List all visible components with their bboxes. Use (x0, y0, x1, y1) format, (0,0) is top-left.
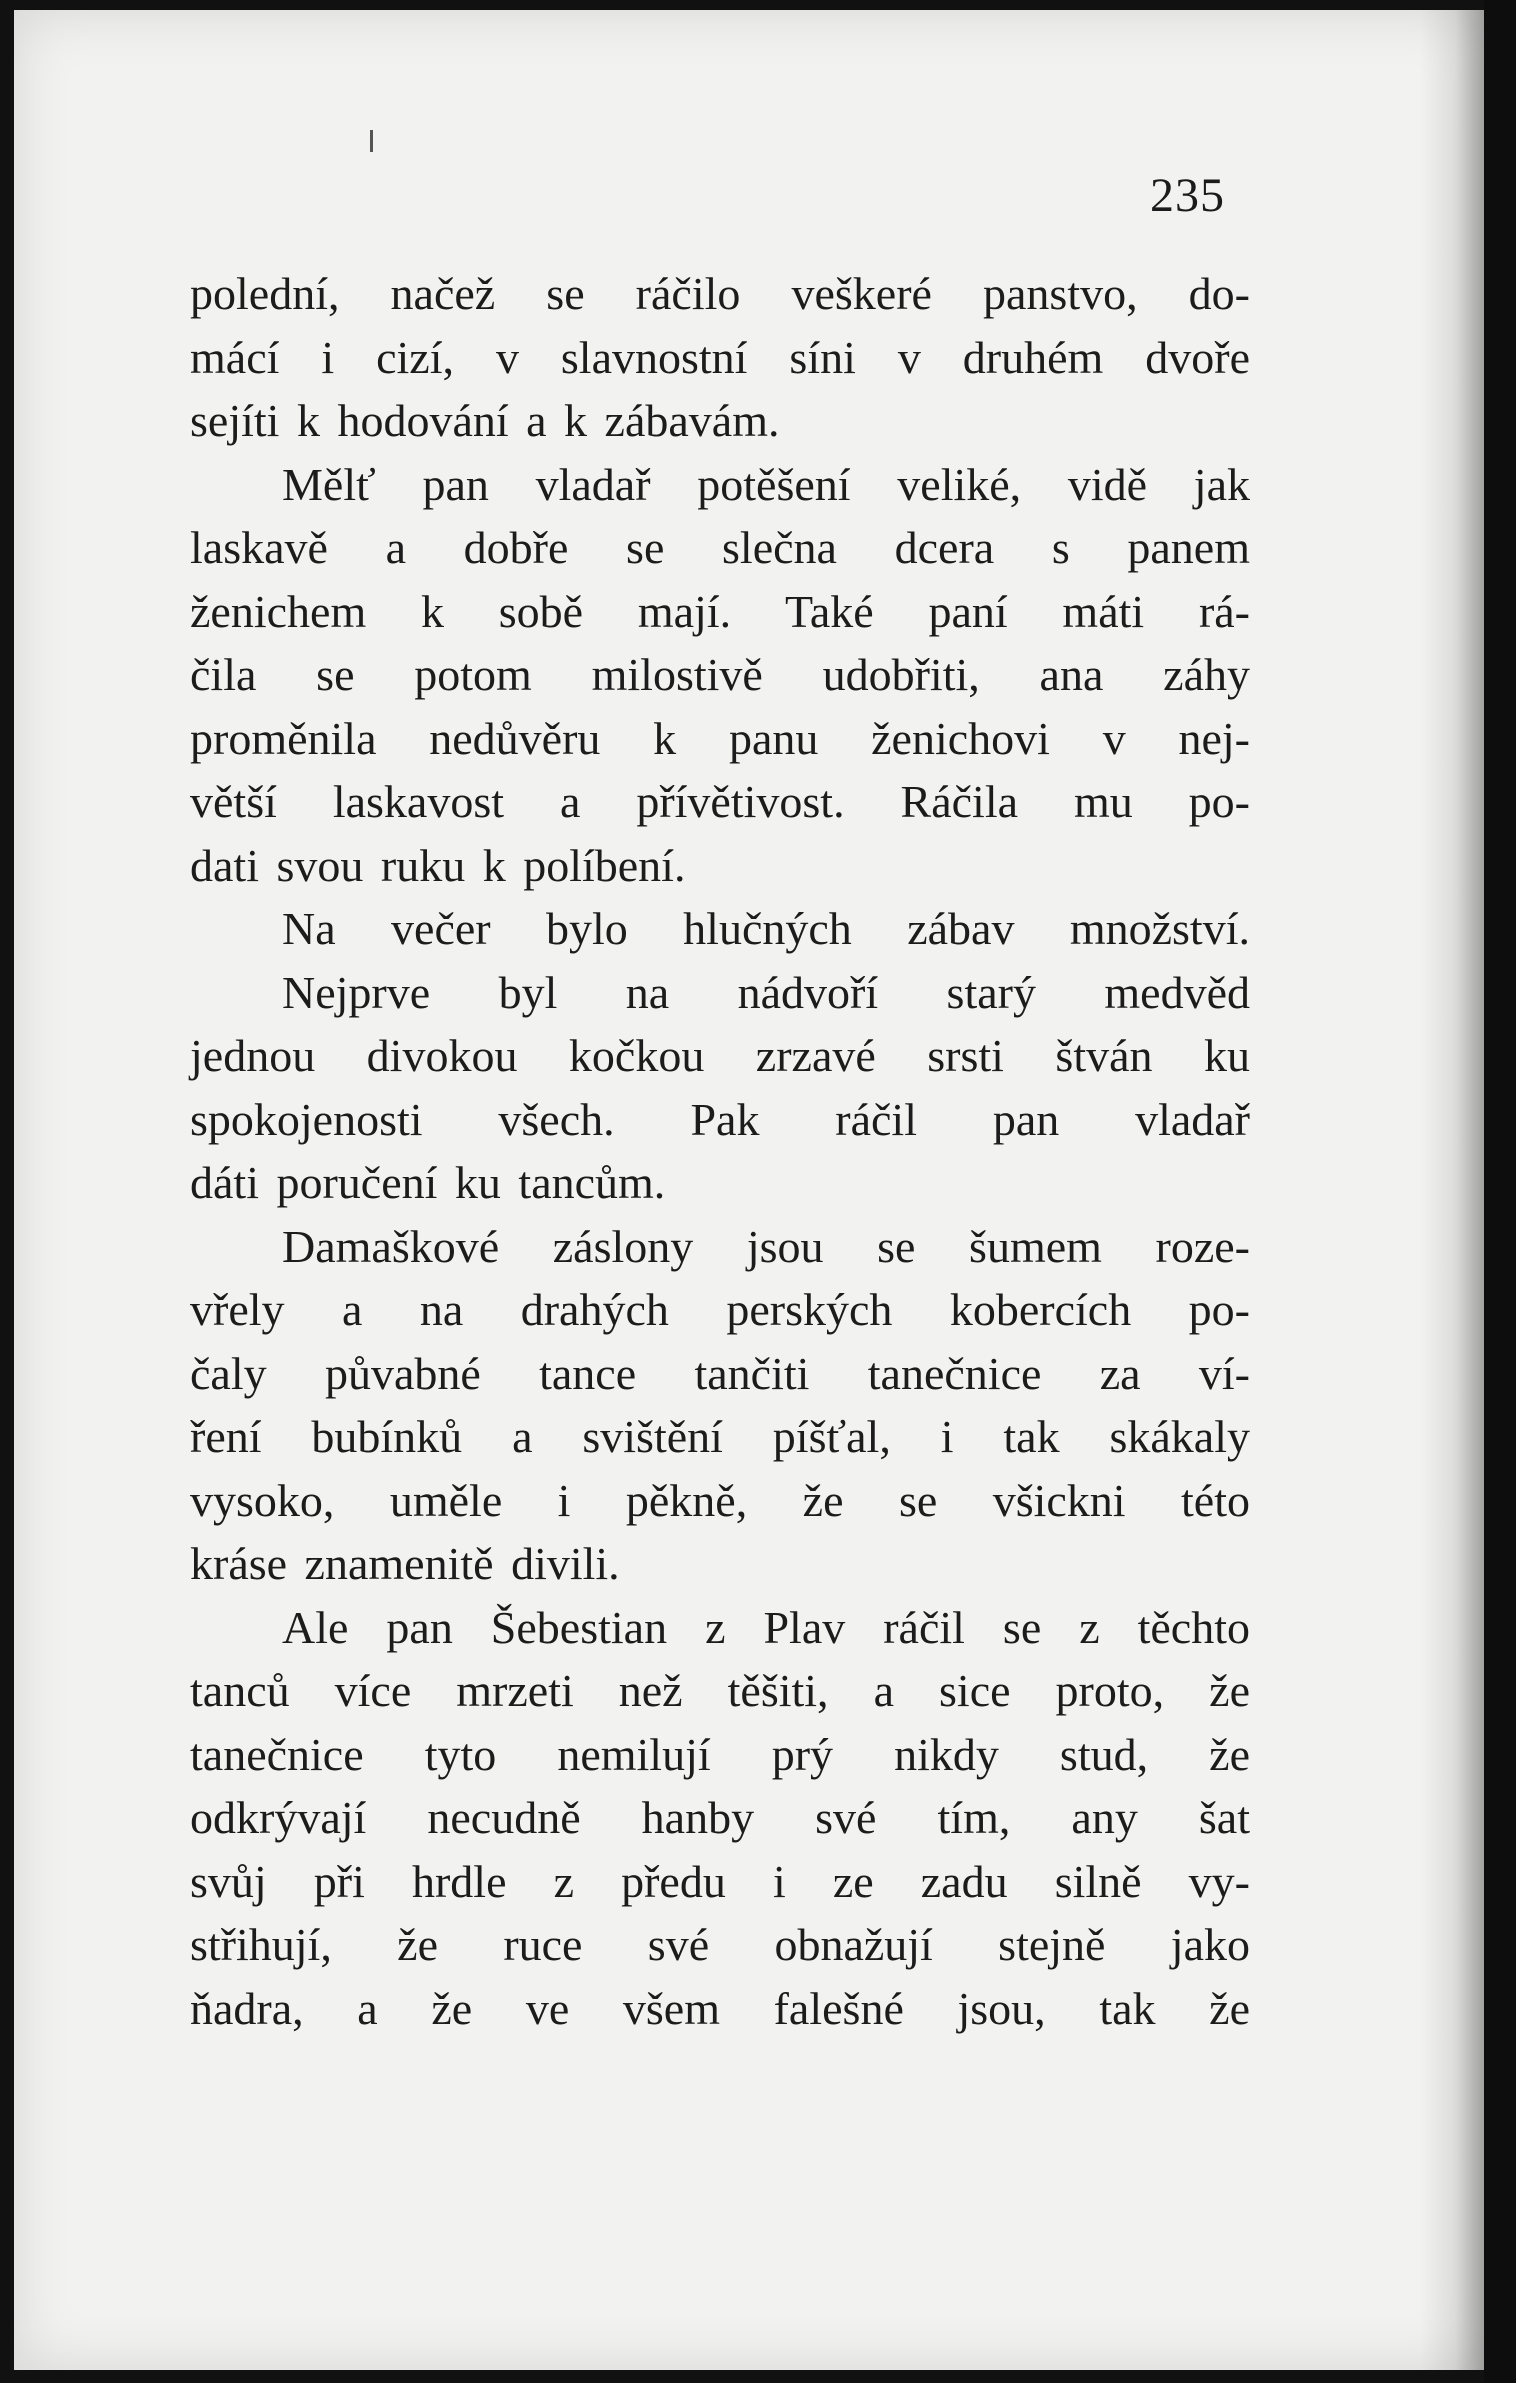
text-line: ření bubínků a svištění píšťal, i tak skákaly (190, 1411, 1250, 1462)
text-line: Nejprve byl na nádvoří starý medvěd (282, 966, 1250, 1018)
text-line: ňadra, a že ve všem falešné jsou, tak že (190, 1982, 1250, 2034)
text-line: Ale pan Šebestian z Plav ráčil se z těchto (282, 1601, 1250, 1653)
text-line: mácí i cizí, v slavnostní síni v druhém dvoře (190, 331, 1250, 383)
text-line: tanců více mrzeti než těšiti, a sice proto, že (190, 1665, 1250, 1716)
text-line: svůj při hrdle z předu i ze zadu silně vy- (190, 1855, 1250, 1907)
text-line: čila se potom milostivě udobřiti, ana záhy (190, 649, 1250, 700)
text-line: jednou divokou kočkou zrzavé srsti štván ku (190, 1030, 1250, 1081)
text-line: tanečnice tyto nemilují prý nikdy stud, že (190, 1728, 1250, 1780)
text-line: větší laskavost a přívětivost. Ráčila mu po- (190, 776, 1250, 827)
text-line: Damaškové záslony jsou se šumem roze- (282, 1220, 1250, 1272)
text-line: proměnila nedůvěru k panu ženichovi v nej- (190, 712, 1250, 764)
body-text (190, 262, 1250, 2040)
text-line: Na večer bylo hlučných zábav množství. (282, 903, 1250, 954)
scan-edge (1484, 0, 1516, 2383)
text-line: polední, načež se ráčilo veškeré panstvo, do- (190, 268, 1250, 319)
text-line: střihují, že ruce své obnažují stejně jako (190, 1919, 1250, 1970)
text-line: sejíti k hodování a k zábavám. (190, 395, 780, 446)
text-line: kráse znamenitě divili. (190, 1538, 620, 1589)
text-line: vysoko, uměle i pěkně, že se všickni této (190, 1474, 1250, 1526)
ink-speck (370, 130, 373, 152)
text-line: odkrývají necudně hanby své tím, any šat (190, 1792, 1250, 1843)
text-line: čaly půvabné tance tančiti tanečnice za ví- (190, 1347, 1250, 1399)
text-line: dáti poručení ku tancům. (190, 1157, 666, 1208)
text-line: spokojenosti všech. Pak ráčil pan vladař (190, 1093, 1250, 1145)
text-line: dati svou ruku k políbení. (190, 839, 686, 891)
binding-shadow (1420, 10, 1484, 2370)
text-line: laskavě a dobře se slečna dcera s panem (190, 522, 1250, 573)
text-line: ženichem k sobě mají. Také paní máti rá- (190, 585, 1250, 637)
text-line: Mělť pan vladař potěšení veliké, vidě jak (282, 458, 1250, 510)
text-line: vřely a na drahých perských kobercích po- (190, 1284, 1250, 1335)
page-number: 235 (1150, 169, 1225, 222)
